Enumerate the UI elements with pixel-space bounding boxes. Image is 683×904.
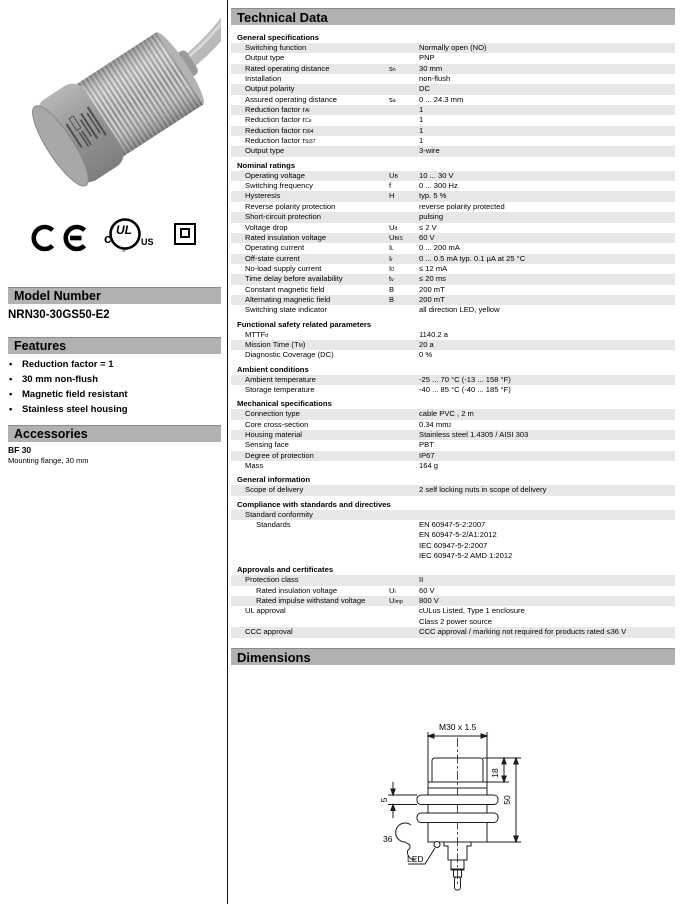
row-value-line: -40 ... 85 °C (-40 ... 185 °F) [419, 384, 511, 394]
row-label: Reduction factor $r_{304}$ [245, 125, 314, 135]
row-label: Rated insulation voltage [256, 585, 338, 595]
row-label: Output polarity [245, 84, 295, 94]
spec-row [231, 191, 675, 201]
row-label: Time delay before availability [245, 274, 343, 284]
ul-letter-u: UL [116, 223, 132, 237]
row-value [419, 350, 675, 360]
row-symbol: $U_B$ [389, 170, 398, 180]
spec-row [231, 212, 675, 222]
features-header: Features [8, 337, 221, 354]
spec-row [231, 264, 675, 274]
row-value-line: 0 ... 0.5 mA typ. 0.1 µA at 25 °C [419, 253, 526, 263]
row-value [419, 295, 675, 305]
row-value-line: II [419, 575, 424, 585]
spec-row [231, 586, 675, 596]
row-symbol [389, 84, 419, 94]
row-value-line: 800 V [419, 596, 439, 606]
row-value-line: 0.34 $mm^2$ [419, 419, 452, 429]
row-label: Constant magnetic field [245, 284, 325, 294]
row-value [419, 84, 675, 94]
right-column [227, 0, 683, 904]
row-value-line: 0 ... 24.3 mm [419, 94, 464, 104]
spec-row [231, 385, 675, 395]
row-value-line: 1 [419, 136, 424, 146]
row-value [419, 212, 675, 222]
product-photo [8, 8, 221, 200]
row-value-line: 2 self locking nuts in scope of delivery [419, 485, 547, 495]
spec-row [231, 126, 675, 136]
row-symbol [389, 115, 419, 125]
row-label: Reduction factor $r_{Al}$ [245, 105, 310, 115]
ul-letter-c: c [104, 231, 112, 246]
spec-row [231, 95, 675, 105]
row-label: $MTTF_d$ [245, 329, 269, 339]
row-value-line: EN 60947-5-2/A1:2012 [419, 530, 497, 540]
spec-row [231, 606, 675, 627]
dim-label-5: 5 [379, 797, 389, 803]
spec-row [231, 575, 675, 585]
row-value [419, 74, 675, 84]
certification-logos [8, 214, 221, 258]
row-symbol [389, 53, 419, 63]
row-value [419, 430, 675, 440]
row-symbol [389, 627, 419, 637]
row-value [419, 181, 675, 191]
spec-row [231, 43, 675, 53]
spec-row [231, 350, 675, 360]
dim-label-36: 36 [383, 834, 393, 844]
section-header: Compliance with standards and directives [237, 499, 391, 509]
spec-row [231, 375, 675, 385]
section-header: General specifications [237, 33, 320, 42]
section-header: Mechanical specifications [237, 399, 332, 409]
row-value-line: EN 60947-5-2:2007 [419, 520, 486, 530]
row-symbol [389, 375, 419, 385]
spec-row [231, 305, 675, 315]
row-value-line: all direction LED, yellow [419, 305, 500, 315]
row-value [419, 375, 675, 385]
row-label: Voltage drop [245, 222, 288, 232]
cul-us-listed-icon [96, 215, 154, 257]
row-symbol [389, 105, 419, 115]
row-value [419, 485, 675, 495]
spec-row [231, 233, 675, 243]
row-value [419, 171, 675, 181]
spec-subheader-row [231, 510, 675, 520]
row-label: Operating current [245, 243, 305, 253]
row-value [419, 223, 675, 233]
row-value-line: reverse polarity protected [419, 201, 505, 211]
row-value-line: pulsing [419, 212, 444, 222]
row-value [419, 126, 675, 136]
row-value [419, 440, 675, 450]
row-value [419, 520, 675, 561]
row-symbol [389, 146, 419, 156]
row-value [419, 254, 675, 264]
row-label: Rated operating distance [245, 63, 330, 73]
row-label: Switching frequency [245, 181, 313, 191]
spec-row [231, 202, 675, 212]
row-label: Off-state current [245, 253, 300, 263]
row-symbol [389, 420, 419, 430]
led-label: LED [407, 854, 424, 864]
row-value [419, 43, 675, 53]
row-label: Switching state indicator [245, 305, 327, 315]
sensor-body-group [23, 8, 221, 193]
row-label: Diagnostic Coverage (DC) [245, 350, 334, 360]
row-label: Output type [245, 53, 285, 63]
row-value-line: Normally open (NO) [419, 43, 487, 52]
row-label: No-load supply current [245, 263, 322, 273]
row-label: UL approval [245, 606, 286, 616]
spec-row [231, 74, 675, 84]
row-symbol: $U_{imp}$ [389, 596, 403, 606]
row-symbol [389, 330, 419, 340]
row-value [419, 510, 675, 520]
row-symbol [389, 485, 419, 495]
row-symbol [389, 212, 419, 222]
row-symbol [389, 305, 419, 315]
row-symbol [389, 430, 419, 440]
row-value-line: ≤ 12 mA [419, 263, 448, 273]
row-symbol [389, 385, 419, 395]
row-symbol: H [389, 191, 395, 201]
row-symbol: B [389, 294, 395, 304]
row-value-line: IEC 60947-5-2 AMD 1:2012 [419, 551, 513, 561]
row-value-line: 20 a [419, 339, 434, 349]
spec-row [231, 461, 675, 471]
row-value-line: non-flush [419, 74, 451, 84]
row-value [419, 115, 675, 125]
row-label: Mission Time $(T_M)$ [245, 339, 306, 349]
row-label: Standards [256, 520, 291, 530]
row-value-line: 164 g [419, 461, 439, 471]
feature-item: • Reduction factor = 1 [8, 357, 221, 372]
row-label: Degree of protection [245, 450, 314, 460]
row-value [419, 105, 675, 115]
row-label: Sensing face [245, 440, 289, 450]
feature-item: • 30 mm non-flush [8, 372, 221, 387]
row-label: Installation [245, 74, 282, 84]
row-value [419, 627, 675, 637]
row-value [419, 409, 675, 419]
row-value-line: 200 mT [419, 294, 445, 304]
row-label: Switching function [245, 43, 307, 52]
row-symbol [389, 409, 419, 419]
row-value-line: 0 ... 300 Hz [419, 181, 458, 191]
row-value-line: ≤ 2 V [419, 222, 437, 232]
row-label: Connection type [245, 409, 300, 419]
row-symbol: $I_L$ [389, 243, 394, 253]
led-dot [434, 842, 440, 848]
row-value-line: -25 ... 70 °C (-13 ... 158 °F) [419, 374, 511, 384]
nut-1 [417, 795, 498, 805]
row-symbol [389, 202, 419, 212]
dimensions-header: Dimensions [231, 648, 675, 665]
row-value [419, 191, 675, 201]
row-symbol [389, 350, 419, 360]
row-symbol [389, 340, 419, 350]
row-symbol [389, 126, 419, 136]
row-value [419, 420, 675, 430]
spec-row [231, 243, 675, 253]
row-value-line: 1140.2 a [419, 329, 448, 339]
row-symbol [389, 136, 419, 146]
row-value-line: cULus Listed, Type 1 enclosure [419, 606, 525, 616]
row-symbol [389, 510, 419, 520]
row-value [419, 451, 675, 461]
spec-row [231, 274, 675, 284]
accessory-description: Mounting flange, 30 mm [8, 456, 89, 465]
row-value-line: CCC approval / marking not required for products rated ≤36 V [419, 627, 627, 637]
section-header: Nominal ratings [237, 160, 296, 170]
row-label: Hysteresis [245, 191, 281, 201]
row-symbol [389, 520, 419, 561]
spec-row [231, 596, 675, 606]
row-symbol [389, 575, 419, 585]
row-label: CCC approval [245, 627, 293, 637]
row-label: Operating voltage [245, 170, 305, 180]
row-symbol: $U_d$ [389, 222, 398, 232]
row-label: Reverse polarity protection [245, 201, 336, 211]
spec-row [231, 627, 675, 637]
row-symbol: $s_n$ [389, 63, 396, 73]
row-value-line: 3-wire [419, 146, 440, 156]
row-value-line: 0 % [419, 350, 433, 360]
section-header: Approvals and certificates [237, 565, 334, 575]
spec-row [231, 340, 675, 350]
section-header: Ambient conditions [237, 364, 309, 374]
spec-row [231, 53, 675, 63]
row-value [419, 202, 675, 212]
spec-row [231, 171, 675, 181]
row-value [419, 95, 675, 105]
row-value-line: 60 V [419, 232, 435, 242]
spec-row [231, 440, 675, 450]
row-value-line: 30 mm [419, 63, 443, 73]
row-label: Short-circuit protection [245, 212, 321, 222]
row-value-line: 1 [419, 105, 424, 115]
spec-row [231, 254, 675, 264]
row-label: Ambient temperature [245, 374, 316, 384]
row-value [419, 340, 675, 350]
row-value [419, 285, 675, 295]
protection-class-2-icon [174, 223, 196, 245]
row-symbol: f [389, 181, 392, 191]
dim-label-thread: M30 x 1.5 [439, 722, 477, 732]
row-symbol [389, 606, 419, 627]
row-value-line: DC [419, 84, 430, 94]
row-symbol: $s_a$ [389, 94, 396, 104]
feature-item: • Stainless steel housing [8, 402, 221, 417]
row-label: Output type [245, 146, 285, 156]
row-label: Standard conformity [245, 509, 313, 519]
spec-row [231, 420, 675, 430]
technical-data-header: Technical Data [231, 8, 675, 25]
row-symbol: $t_v$ [389, 274, 394, 284]
row-value [419, 233, 675, 243]
row-value [419, 264, 675, 274]
row-label: Assured operating distance [245, 94, 338, 104]
ce-mark-icon [28, 224, 92, 252]
spec-row [231, 295, 675, 305]
row-symbol: $U_i$ [389, 585, 396, 595]
spec-row [231, 146, 675, 156]
row-value [419, 243, 675, 253]
accessories-header: Accessories [8, 425, 221, 442]
row-value [419, 305, 675, 315]
row-value [419, 274, 675, 284]
row-label: Protection class [245, 575, 299, 585]
row-value-line: 1 [419, 125, 424, 135]
row-symbol: $I_r$ [389, 253, 393, 263]
left-column [8, 8, 221, 898]
row-label: Storage temperature [245, 384, 315, 394]
spec-row [231, 84, 675, 94]
spec-row [231, 223, 675, 233]
row-value-line: 60 V [419, 585, 435, 595]
row-symbol [389, 43, 419, 53]
row-value-line: PNP [419, 53, 435, 63]
row-symbol: B [389, 284, 395, 294]
spec-row [231, 430, 675, 440]
section-header: General information [237, 475, 311, 485]
row-label: Mass [245, 461, 264, 471]
row-value [419, 461, 675, 471]
row-label: Alternating magnetic field [245, 294, 331, 304]
section-header: Functional safety related parameters [237, 319, 372, 329]
technical-data-table [231, 29, 675, 638]
nut-2 [417, 813, 498, 823]
features-list [8, 357, 221, 417]
row-value-line: typ. 5 % [419, 191, 447, 201]
row-symbol [389, 440, 419, 450]
row-value [419, 330, 675, 340]
row-value-line: ≤ 20 ms [419, 274, 446, 284]
row-label: Rated impulse withstand voltage [256, 596, 366, 606]
row-label: Rated insulation voltage [245, 232, 327, 242]
row-value-line: Class 2 power source [419, 616, 493, 626]
registered-symbol: ® [122, 248, 126, 254]
row-label: Reduction factor $r_{St37}$ [245, 136, 316, 146]
dim-label-50: 50 [502, 795, 512, 805]
row-value-line: IEC 60947-5-2:2007 [419, 540, 488, 550]
spec-row [231, 451, 675, 461]
feature-item: • Magnetic field resistant [8, 387, 221, 402]
row-symbol: $I_0$ [389, 263, 394, 273]
dim-label-18: 18 [490, 768, 500, 778]
row-label: Core cross-section [245, 419, 309, 429]
ul-letters-us: US [141, 237, 154, 247]
row-value [419, 575, 675, 585]
row-value [419, 385, 675, 395]
row-value [419, 586, 675, 596]
spec-row [231, 136, 675, 146]
row-value-line: 0 ... 200 mA [419, 243, 460, 253]
row-value-line: Stainless steel 1.4305 / AISI 303 [419, 430, 529, 439]
row-value [419, 596, 675, 606]
row-value [419, 64, 675, 74]
spec-row [231, 64, 675, 74]
row-symbol: $U_{BIS}$ [389, 232, 403, 242]
row-value-line: 200 mT [419, 284, 445, 294]
sensor-photo-illustration [8, 8, 221, 200]
spec-row [231, 105, 675, 115]
row-symbol [389, 74, 419, 84]
row-value [419, 146, 675, 156]
row-value-line: PBT [419, 440, 434, 450]
row-label: Reduction factor $r_{Cu}$ [245, 115, 312, 125]
model-number-value: NRN30-30GS50-E2 [8, 309, 110, 321]
row-value [419, 136, 675, 146]
spec-row [231, 520, 675, 561]
model-number-header: Model Number [8, 287, 221, 304]
spec-row [231, 485, 675, 495]
accessory-name: BF 30 [8, 445, 32, 455]
row-value-line: cable PVC , 2 m [419, 409, 474, 419]
row-label: Housing material [245, 430, 302, 439]
row-label: Scope of delivery [245, 485, 304, 495]
row-value-line: 1 [419, 115, 424, 125]
spec-row [231, 409, 675, 419]
row-value [419, 606, 675, 627]
row-value-line: 10 ... 30 V [419, 170, 454, 180]
spec-row [231, 285, 675, 295]
spec-row [231, 181, 675, 191]
row-value [419, 53, 675, 63]
row-symbol [389, 461, 419, 471]
spec-row [231, 115, 675, 125]
row-value-line: IP67 [419, 450, 435, 460]
dimension-drawing [228, 668, 683, 904]
row-symbol [389, 451, 419, 461]
spec-row [231, 330, 675, 340]
